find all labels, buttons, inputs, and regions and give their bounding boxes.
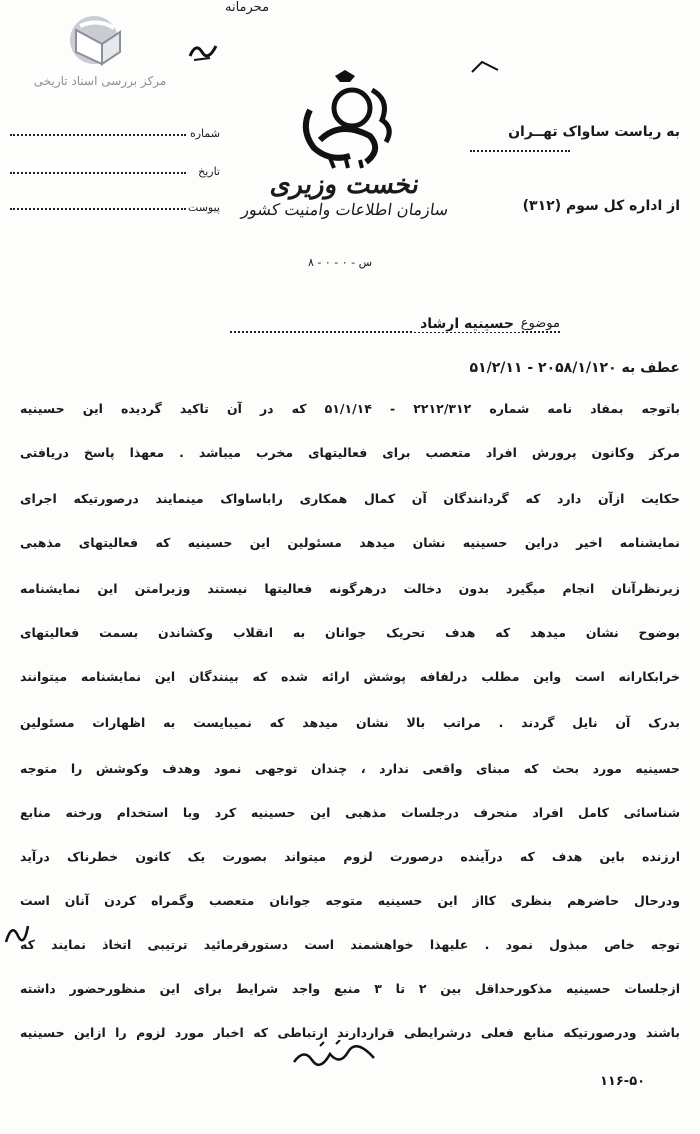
body-line: باتوجه بمفاد نامه شماره ۲۲۱۲/۳۱۲ - ۵۱/۱/۱۴ که در آن تاکید گردیده این حسینیه xyxy=(20,401,680,416)
subject-line xyxy=(230,316,560,338)
watermark xyxy=(20,14,170,94)
body-line: بوضوح نشان میدهد که هدف تحریک جوانان به انقلاب وکشاندن بسمت فعالیتهای xyxy=(20,625,680,640)
field-number xyxy=(10,120,220,140)
subject-value: حسینیه ارشاد xyxy=(414,316,520,332)
sender: از اداره کل سوم (۳۱۲) xyxy=(522,198,680,214)
body-line: ارزنده باین هدف که درآینده درصورت لزوم میتواند بصورت یک کانون خطرناک درآید xyxy=(20,849,680,864)
handwritten-note-left xyxy=(188,40,218,66)
body-line: توجه خاص مبذول نمود . علیهذا خواهشمند است دستورفرمائید ترتیبی اتخاذ نمایند که xyxy=(20,937,680,952)
body-line: باشند ودرصورتیکه منابع فعلی درشرایطی قراردارند ارتباطی که اخبار مورد لزوم را ازاین حسینیه xyxy=(20,1025,680,1040)
body-line: خرابکارانه است واین مطلب درلفافه پوشش ارائه شده که بینندگان این نمایشنامه میتوانند xyxy=(20,669,680,684)
body-line: ازجلسات حسینیه مذکورحداقل بین ۲ تا ۳ منبع واجد شرایط برای این منظورحضور داشته xyxy=(20,981,680,996)
lion-and-sun-emblem-icon xyxy=(290,70,400,170)
watermark-text: مرکز بررسی اسناد تاریخی xyxy=(33,74,167,88)
archive-logo-icon xyxy=(62,14,132,70)
field-attachment xyxy=(10,194,220,214)
body-line: حکایت ازآن دارد که گردانندگان آن کمال همکاری راباساواک مینمایند درصورتیکه اجرای xyxy=(20,491,680,506)
org-code: س - ۰ - ۰ - ۸ xyxy=(307,256,373,269)
field-attachment-label: پیوست xyxy=(187,201,220,214)
body-line: زیرنظرآنان انجام میگیرد بدون دخالت درهرگونه فعالیتها نیستند وزیرامتن این نمایشنامه xyxy=(20,581,680,596)
subject-label: موضوع xyxy=(515,316,560,331)
handwritten-note-right xyxy=(470,60,500,78)
body-line: بدرک آن نایل گردند . مراتب بالا نشان میدهد که نمیبایست به اظهارات مسئولین xyxy=(20,715,680,730)
recipient-underline xyxy=(470,150,570,152)
top-stamp: محرمانه xyxy=(225,0,270,15)
body-line: شناسائی کامل افراد منحرف درجلسات مذهبی این حسینیه کرد وبا استخدام ورخنه منابع xyxy=(20,805,680,820)
body-line: مرکز وکانون پرورش افراد متعصب برای فعالیتهای مخرب میباشد . معهذا پاسخ دریافتی xyxy=(20,445,680,460)
body-line: ودرحال حاضرهم بنظری کااز این حسینیه متوجه جوانان متعصب وگمراه کردن آنان است xyxy=(20,893,680,908)
body-line: حسینیه مورد بحث که مبنای واقعی ندارد ، چندان توجهی نمود وهدف وکوشش را متوجه xyxy=(20,761,680,776)
footer-code: ۱۱۶-۵۰ xyxy=(600,1074,646,1089)
field-date xyxy=(10,158,220,178)
field-number-label: شماره xyxy=(189,127,220,140)
field-date-label: تاریخ xyxy=(198,165,220,178)
body-line: نمایشنامه اخیر دراین حسینیه نشان میدهد مسئولین این حسینیه که فعالیتهای مذهبی xyxy=(20,535,680,550)
reference-line: عطف به ۲۰۵۸/۱/۱۲۰ - ۵۱/۲/۱۱ xyxy=(469,360,680,376)
margin-scribble xyxy=(2,918,32,948)
signature xyxy=(290,1040,380,1070)
org-title: نخست وزیری xyxy=(268,170,422,200)
recipient: به ریاست ساواک تهــران xyxy=(508,124,680,140)
org-subtitle: سازمان اطلاعات وامنیت کشور xyxy=(240,200,450,219)
